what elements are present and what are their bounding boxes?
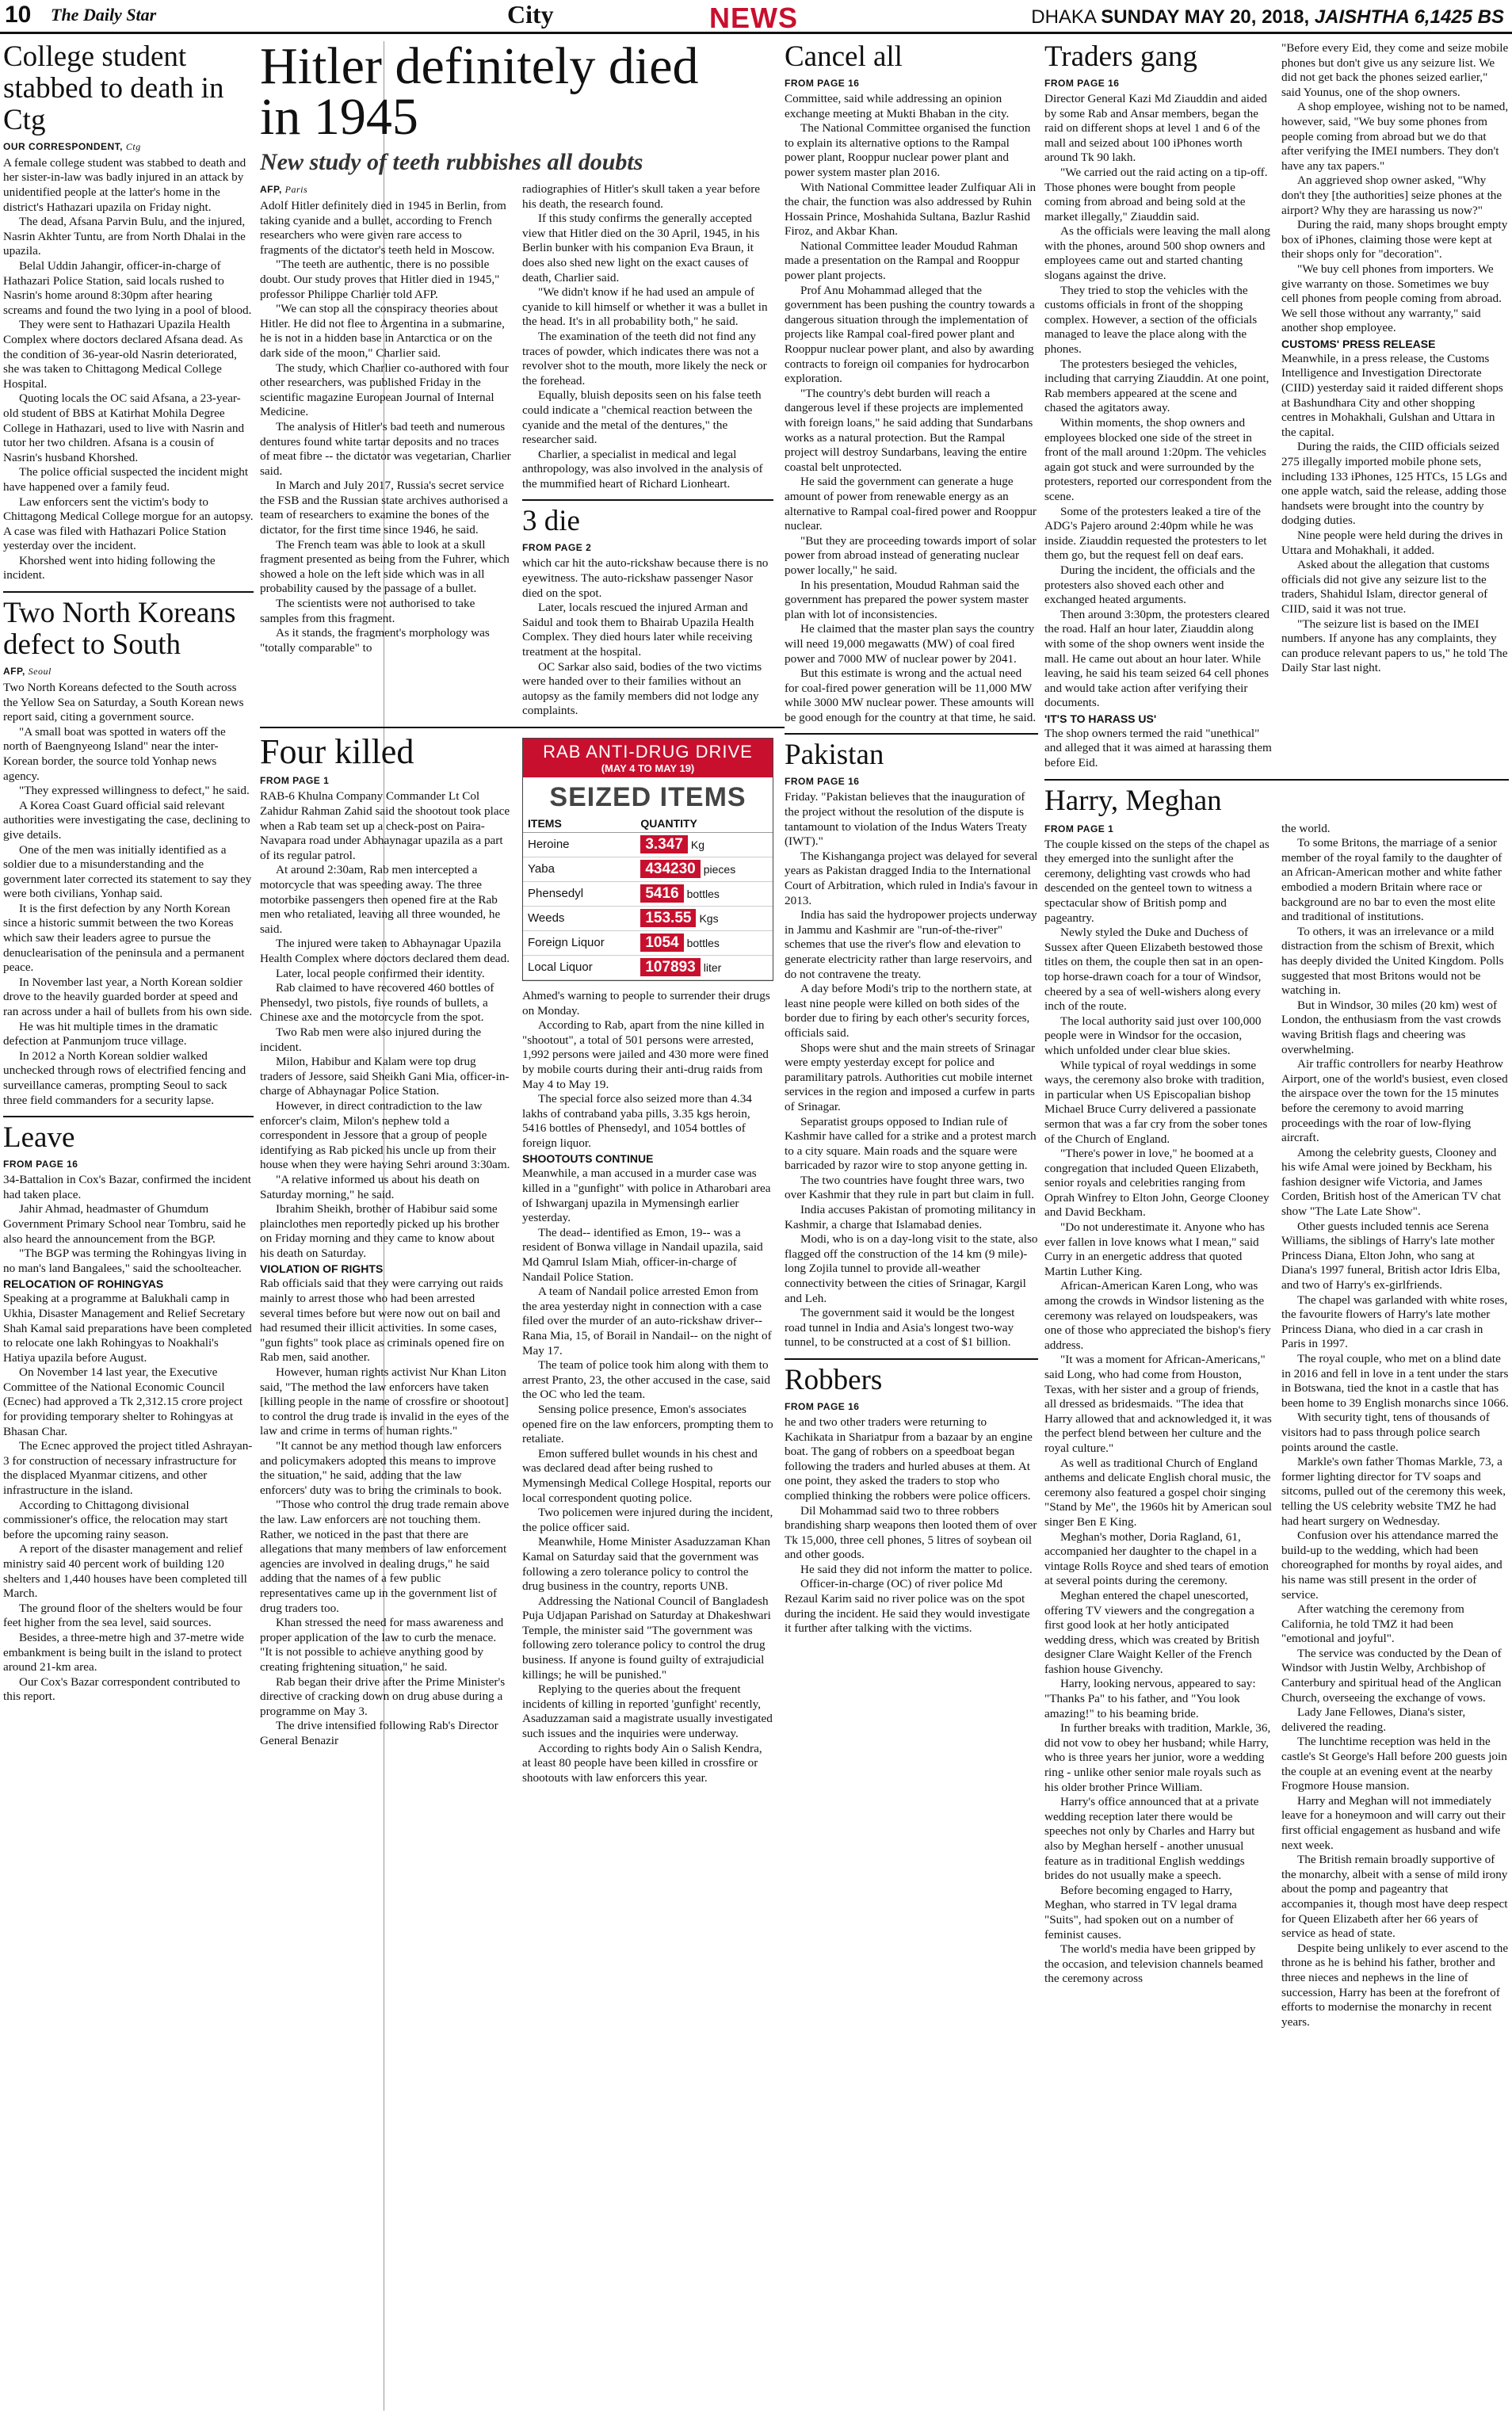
paragraph: The chapel was garlanded with white roses, the favourite flowers of Harry's late mother Princess Diana, who died in a car crash in Paris in 1997. [1281,1293,1508,1351]
subhead: SHOOTOUTS CONTINUE [522,1152,654,1166]
paragraph: "Before every Eid, they come and seize mobile phones but don't give us any seizure list. We did not get back the phones seized earlier," said Younus, one of the shop owners. [1281,41,1509,99]
seized-quantity: 1054 bottles [636,930,773,955]
paragraph: A report of the disaster management and relief ministry said 40 percent work of building 120 shelters and 1,440 houses have been completed till March. [3,1542,247,1601]
paragraph: "The BGP was terming the Rohingyas living in no man's land Bangalees," said the schoolteacher. [3,1247,247,1275]
paragraph: Other guests included tennis ace Serena Williams, the siblings of Harry's late mother Princess Diana, Elton John, who sang at Diana's 1997 funeral, British actor Idris Elba, and two of Harry's ex-girlfriends. [1281,1219,1501,1293]
story-body [1281,352,1509,676]
paragraph: "But they are proceeding towards import of solar power from abroad instead of generating nuclear power locally," he said. [785,533,1037,577]
story-body [1281,41,1509,336]
paragraph: The British remain broadly supportive of the monarchy, albeit with a sense of mild irony about the pomp and pageantry that accompanies it, though most have deep respect for Queen Elizabeth after her 66 years of service as head of state. [1281,1853,1508,1941]
paragraph: The French team was able to look at a skull fragment presented as being from the Fuhrer, which showed a hole on the left side which was in all probability caused by the passage of a bullet. [260,537,510,596]
story-body [1281,822,1509,2030]
paragraph: RAB-6 Khulna Company Commander Lt Col Zahidur Rahman Zahid said the shootout took place when a Rab team set up a check-post on Paira-Navapara road under Abhaynagar upazila as a part of its regular patrol. [260,789,510,862]
paragraph: Then around 3:30pm, the protesters cleared the road. Half an hour later, Ziauddin along with some of the shop owners went inside the mall. He came out about an hour later. While leaving, he said his team seized 64 cell phones and would take action after verifying their documents. [1044,607,1270,710]
seized-title: SEIZED ITEMS [549,781,746,812]
paragraph: Before becoming engaged to Harry, Meghan, who starred in TV legal drama "Suits", had spoken out on a number of feminist causes. [1044,1883,1237,1942]
paragraph: According to rights body Ain o Salish Kendra, at least 80 people have been killed in crossfire or shootouts with law enforcers this year. [522,1741,762,1785]
subhead: RELOCATION OF ROHINGYAS [3,1277,164,1291]
paragraph: 34-Battalion in Cox's Bazar, confirmed the incident had taken place. [3,1173,251,1201]
subhead: 'IT'S TO HARASS US' [1044,712,1157,725]
paper-name: The Daily Star [51,5,157,25]
seized-quantity: 434230 pieces [636,857,773,881]
seized-row [523,930,773,955]
story-body [1044,92,1272,711]
paragraph: Officer-in-charge (OC) of river police Md Rezaul Karim said no river police was on the spot during the incident. He said they would investigate it further after talking with the victims. [785,1577,1030,1636]
paragraph: A team of Nandail police arrested Emon from the area yesterday night in connection with a case filed over the murder of an auto-rickshaw driver-- Rana Mia, 15, of Borail in Nandail-- on the night of May 17. [522,1285,772,1357]
paragraph: "We didn't know if he had used an ampule of cyanide to kill himself or whether it was a bullet in the head. It's in all probability both," he said. [522,285,768,329]
paragraph: Meanwhile, Home Minister Asaduzzaman Khan Kamal on Saturday said that the government was following a zero tolerance policy to control the drug business in the country, reports UNB. [522,1535,771,1594]
story-body [260,199,511,655]
paragraph: "We buy cell phones from importers. We give warranty on those. Sometimes we buy cell phones from people coming from abroad. We sell those without any warranty," said another shop employee. [1281,262,1502,335]
paragraph: Dil Mohammad said two to three robbers brandishing sharp weapons then looted them of over Tk 15,000, three cell phones, 5 litres of soybean oil and other goods. [785,1503,1037,1562]
paragraph: He said they did not inform the matter to police. [800,1562,1033,1576]
paragraph: The scientists were not authorised to take samples from this fragment. [260,597,475,625]
paragraph: Later, locals rescued the injured Arman and Saidul and took them to Bhairab Upazila Health Complex. They died hours later while receiving treatment at the hospital. [522,601,754,659]
byline: OUR CORRESPONDENT, Ctg [3,140,141,152]
paragraph: "Those who control the drug trade remain above the law. Law enforcers are not touching them. Rather, we noticed in the past that there are allegations that many members of law enforcement agencies are involved in dealing drugs," he said adding that the names of a few public representatives came up in the government list of drug traders too. [260,1498,510,1615]
story-3-die [522,506,773,718]
page-number: 10 [5,2,32,28]
paragraph: A female college student was stabbed to death and her sister-in-law was badly injured in an attack by unidentified people at the latter's home in the district's Hathazari upazila on Friday night. [3,155,246,214]
paragraph: The study, which Charlier co-authored with four other researchers, was published Friday in the scientific magazine European Journal of Internal Medicine. [260,361,509,419]
paragraph: Harry and Meghan will not immediately leave for a honeymoon and will carry out their first official engagement as husband and wife next week. [1281,1793,1506,1852]
section-name: City [507,0,554,29]
story-body [785,790,1038,1350]
paragraph: He said the government can generate a huge amount of power from renewable energy as an alternative to Rampal coal-fired power and Rooppur nuclear. [785,475,1037,533]
story-traders-gang [1044,41,1509,771]
deck: New study of teeth rubbishes all doubts [260,149,643,175]
paragraph: Addressing the National Council of Bangladesh Puja Udjapan Parishad on Saturday at Dhakeshwari Temple, the minister said "The government was following zero tolerance policy to control the drug business. If anyone is found guilty of extrajudicial killings; he will be punished." [522,1594,771,1682]
paragraph: He was hit multiple times in the dramatic defection at Panmunjom truce village. [3,1019,218,1048]
paragraph: Khan stressed the need for mass awareness and proper application of the law to curb the menace. "It is not possible to achieve anything good by creating frightening situation," he said. [260,1616,504,1674]
paragraph: "The seizure list is based on the IMEI numbers. If anyone has any complaints, they can produce relevant papers to us," he told The Daily Star last night. [1281,617,1508,675]
from-page: FROM PAGE 16 [785,1400,860,1412]
paragraph: Harry's office announced that at a private wedding reception later there would be speeches not only by Charles and Harry but also by Meghan herself - another unusual feature as in traditional English weddings brides do not usually make a speech. [1044,1795,1259,1883]
paragraph: Sensing police presence, Emon's associates opened fire on the law enforcers, prompting them to retaliate. [522,1402,773,1446]
paragraph: the world. [1281,821,1331,835]
paragraph: which car hit the auto-rickshaw because there is no eyewitness. The auto-rickshaw passenger Nasor died on the spot. [522,556,769,600]
paragraph: A shop employee, wishing not to be named, however, said, "We buy some phones from people coming from abroad but we do that after verifying the IMEI numbers. They don't have any tax papers." [1281,100,1509,173]
story-body [522,556,773,719]
story-body [522,182,773,491]
seized-item: Foreign Liquor [523,930,636,955]
seized-table: ITEMS QUANTITY Heroine 3.347 Kg Yaba 434230 pieces Phensedyl 5416 bottles Weeds 153.55 Kgs Foreign Liquor 1054 bottles Local Liquor 107893 liter [523,815,773,980]
seized-item: Yaba [523,857,636,881]
paragraph: Emon suffered bullet wounds in his chest and was declared dead after being rushed to Mymensingh Medical College Hospital, reports our local correspondent quoting police. [522,1446,771,1505]
headline: Cancel all [785,41,903,73]
headline: Leave [3,1121,75,1155]
headline: Four killed [260,731,414,771]
paragraph: But in Windsor, 30 miles (20 km) west of London, the enthusiasm from the vast crowds waving British flags and cheering was overwhelming. [1281,998,1502,1056]
paragraph: They tried to stop the vehicles with the customs officials in front of the shopping complex. However, a section of the officials managed to leave the place along with the phones. [1044,283,1258,357]
paragraph: Separatist groups opposed to Indian rule of Kashmir have called for a strike and a protest march to a city square. Main roads and the square were barricaded by razor wire to stop anyone getting in. [785,1114,1037,1173]
headline: Harry, Meghan [1044,784,1222,817]
seized-quantity: 5416 bottles [636,881,773,906]
paragraph: Newly styled the Duke and Duchess of Sussex after Queen Elizabeth bestowed those titles on them, the couple then sat in an open-top horse-drawn coach for a tour of Windsor, cheered by a sea of well-wishers along every inch of the route. [1044,926,1263,1014]
paragraph: Milon, Habibur and Kalam were top drug traders of Jessore, said Sheikh Gani Mia, officer-in-charge of Abhaynagar Police Station. [260,1055,510,1098]
paragraph: Speaking at a programme at Balukhali camp in Ukhia, Disaster Management and Relief Secretary Shah Kamal said preparations have been completed to relocate one lakh Rohingyas to Noakhali's Hatiya upazila before August. [3,1292,252,1365]
paragraph: The Ecnec approved the project titled Ashrayan-3 for construction of necessary infrastructure for the displaced Myanmar citizens, and other infrastructure in the island. [3,1439,253,1498]
story-robbers [785,1365,1038,1636]
paragraph: The special force also seized more than 4.34 lakhs of contraband yaba pills, 3.35 kgs heroin, 5416 bottles of Phensedyl, and 1054 bottles of foreign liquor. [522,1092,752,1150]
paragraph: As well as traditional Church of England anthems and delicate English choral music, the ceremony also featured a gospel choir singing "Stand by Me", the 1960s hit by American soul singer Ben E King. [1044,1456,1273,1529]
paragraph: The team of police took him along with them to arrest Pranto, 23, the other accused in the case, said the OC who led the team. [522,1358,770,1402]
paragraph: The government said it would be the longest road tunnel in India and Asia's longest two-way tunnel, to be constructed at a cost of $1 billion. [785,1306,1015,1350]
story-body [785,92,1038,726]
paragraph: The service was conducted by the Dean of Windsor with Justin Welby, Archbishop of Canterbury and spiritual head of the Anglican Church, overseeing the exchange of vows. [1281,1646,1502,1705]
paragraph: On November 14 last year, the Executive Committee of the National Economic Council (Ecnec) had approved a Tk 2,312.15 crore project for providing temporary shelter to Rohingyas at Bhasan Char. [3,1365,243,1438]
paragraph: The drive intensified following Rab's Director General Benazir [260,1719,498,1747]
masthead [0,0,1512,34]
paragraph: However, human rights activist Nur Khan Liton said, "The method the law enforcers have taken [killing people in the name of crossfire or shootout] to control the drug trade is invalid in the eyes of the law and crime in terms of human rights." [260,1365,510,1438]
paragraph: The analysis of Hitler's bad teeth and numerous dentures found white tartar deposits and no traces of meat fibre -- the dictator was vegetarian, Charlier said. [260,419,511,478]
paragraph: Prof Anu Mohammad alleged that the government has been pushing the country towards a dangerous situation through the implementation of projects like Rampal coal-fired power plant and Rooppur nuclear power plant, and also by awarding contracts to foreign oil companies for hydrocarbon exploration. [785,283,1035,386]
paragraph: A day before Modi's trip to the northern state, at least nine people were killed on both sides of the border due to firing by each other's security forces, officials said. [785,982,1033,1040]
story-body [3,1173,254,1276]
paragraph: Air traffic controllers for nearby Heathrow Airport, one of the world's busiest, even closed the airspace over the town for the 15 minutes before the ceremony to avoid marring proceedings with the roar of low-flying aircraft. [1281,1057,1508,1145]
paragraph: Rab claimed to have recovered 460 bottles of Phensedyl, two pistols, five rounds of bullets, a Chinese axe and the motorcycle from the spot. [260,981,494,1025]
seized-row [523,906,773,930]
paragraph: Asked about the allegation that customs officials did not give any seizure list to the traders, Shahidul Islam, director general of CIID, said it was not true. [1281,558,1490,616]
paragraph: In his presentation, Moudud Rahman said the government has prepared the power system master plan with lot of inconsistencies. [785,578,1029,621]
paragraph: Replying to the queries about the frequent incidents of killing in reported 'gunfight' recently, Asaduzzaman said a magistrate usually investigated such issues and the inquiries were underway. [522,1682,773,1741]
seized-item: Heroine [523,832,636,857]
column-5-6 [1044,41,1509,2411]
paragraph: The local authority said just over 100,000 people were in Windsor for the occasion, which unfolded under clear blue skies. [1044,1014,1262,1057]
paragraph: Committee, said while addressing an opinion exchange meeting at Mukti Bhaban in the city. [785,91,1010,120]
seized-quantity: 153.55 Kgs [636,906,773,930]
paragraph: While typical of royal weddings in some ways, the ceremony also broke with tradition, in particular when US Episcopalian bishop Michael Bruce Curry delivered a passionate sermon that was a far cry from the sober tones of the Church of England. [1044,1058,1268,1146]
paragraph: Equally, bluish deposits seen on his false teeth could indicate a "chemical reaction between the cyanide and the metal of the dentures," the researcher said. [522,388,762,447]
byline: AFP, Seoul [3,665,52,677]
paragraph: In November last year, a North Korean soldier drove to the heavily guarded border at speed and ran across under a hail of bullets from his own side. [3,975,253,1019]
paragraph: Within moments, the shop owners and employees blocked one side of the street in front of the mall around 1:20pm. The vehicles again got stuck and were surrounded by the protesters, reported our correspondent from the scene. [1044,416,1272,503]
from-page: FROM PAGE 16 [785,776,860,788]
paragraph: The world's media have been gripped by the occasion, and television channels beamed the ceremony across [1044,1942,1263,1986]
paragraph: To others, it was an irrelevance or a mild distraction from the schism of Brexit, which has deeply divided the United Kingdom. Polls suggested that most Britons would not be watching in. [1281,924,1504,998]
paragraph: If this study confirms the generally accepted view that Hitler died on the 30 April, 1945, in his Berlin bunker with his companion Eva Braun, it does also shed new light on the exact causes of death, Charlier said. [522,212,760,284]
paragraph: National Committee leader Moudud Rahman made a presentation on the Rampal and Rooppur power plant projects. [785,239,1020,283]
paragraph: Meanwhile, a man accused in a murder case was killed in a "gunfight" with police in Atharobari area of Ishwarganj upazila in Mymensingh earlier yesterday. [522,1166,771,1225]
paragraph: Charlier, a specialist in medical and legal anthropology, was also involved in the analysis of the mummified heart of Richard Lionheart. [522,447,763,491]
paragraph: "A relative informed us about his death on Saturday morning," he said. [260,1172,480,1201]
from-page: FROM PAGE 1 [1044,823,1114,834]
seized-row [523,881,773,906]
from-page: FROM PAGE 16 [3,1159,78,1170]
paragraph: Besides, a three-metre high and 37-metre wide embankment is being built in the island to protect around 21-km area. [3,1630,244,1674]
paragraph: An aggrieved shop owner asked, "Why don't they [the authorities] seize phones at the airport? Why they are harassing us now?" [1281,174,1502,217]
seized-row [523,832,773,857]
column-4 [785,41,1038,2411]
paragraph: "It was a moment for African-Americans," said Long, who had come from Houston, Texas, with her sister and a group of friends, all dressed as bridesmaids. "The idea that Harry allowed that and acknowledged it, it was the perfect blend between her culture and the royal culture." [1044,1353,1272,1455]
from-page: FROM PAGE 16 [1044,77,1120,89]
paragraph: Harry, looking nervous, appeared to say: "Thanks Pa" to his father, and "You look amazing!" to his beaming bride. [1044,1677,1256,1720]
story-body [522,989,773,1151]
subhead: CUSTOMS' PRESS RELEASE [1281,337,1436,350]
paragraph: India has said the hydropower projects underway in Jammu and Kashmir are "run-of-the-river" schemes that use the river's flow and elevation to generate electricity rather than large reservoirs, and do not contravene the treaty. [785,908,1037,981]
paragraph: One of the men was initially identified as a soldier due to a misunderstanding and the government later corrected its statement to say they were both civilians, Yonhap said. [3,842,252,901]
seized-row [523,857,773,881]
paragraph: According to Rab, apart from the nine killed in "shootout", a total of 501 persons were arrested, 1,992 persons were jailed and 430 more were fined by mobile courts during their anti-drug raids from May 4 to May 19. [522,1018,769,1091]
paragraph: In further breaks with tradition, Markle, 36, did not vow to obey her husband; while Harry, who is three years her junior, wore a wedding ring - unlike other senior male royals such as his older brother Prince William. [1044,1721,1271,1794]
paragraph: It is the first defection by any North Korean since a historic summit between the two Koreas which saw their leaders agree to pursue the denuclearisation of the peninsula and a permanent peace. [3,901,245,975]
paragraph: Rab officials said that they were carrying out raids mainly to arrest those who had been arrested several times before but were now out on bail and had resumed their illicit activities. In some cases, "gun fights" took place as criminals opened fire on Rab men, said another. [260,1277,505,1365]
news-label: NEWS [709,2,798,34]
paragraph: Meghan's mother, Doria Ragland, 61, accompanied her daughter to the chapel in a vintage Rolls Royce and shed tears of emotion at several points during the ceremony. [1044,1529,1270,1588]
seized-quantity: 107893 liter [636,955,773,979]
paragraph: Two Rab men were also injured during the incident. [260,1025,482,1054]
paragraph: The National Committee organised the function to explain its alternative options to the Rampal power plant, Rooppur nuclear power plant and power system master plan 2016. [785,121,1031,179]
story-body [3,681,254,1108]
paragraph: During the incident, the officials and the protesters also shoved each other and exchanged heated arguments. [1044,563,1255,607]
story-body [522,1166,773,1785]
paragraph: During the raid, many shops brought empty box of iPhones, claiming those were kept at their shops only for "decoration". [1281,218,1508,262]
paragraph: Modi, who is on a day-long visit to the state, also flagged off the construction of the 14 km (9 mile)-long Zojila tunnel to provide all-weather connectivity between the cities of Srinagar, Kargil and Leh. [785,1232,1038,1305]
paragraph: However, in direct contradiction to the law enforcer's claim, Milon's nephew told a correspondent in Jessore that a group of people identifying as Rab picked his uncle up from their house when they were having Sehri around 3:30am. [260,1098,510,1172]
paragraph: Markle's own father Thomas Markle, 73, a former lighting director for TV soaps and sitcoms, pulled out of the ceremony this week, telling the US celebrity website TMZ he had had heart surgery on Wednesday. [1281,1455,1506,1528]
paragraph: "They expressed willingness to defect," he said. [19,784,250,798]
paragraph: Belal Uddin Jahangir, officer-in-charge of Hathazari Police Station, said locals rushed to Nasrin's home around 8:30pm after hearing screams and found the two lying in a pool of blood. [3,259,252,317]
paragraph: African-American Karen Long, who was among the crowds in Windsor listening as the ceremony was relayed on loudspeakers, was one of those who appreciated the bishop's fiery address. [1044,1279,1271,1352]
paragraph: At around 2:30am, Rab men intercepted a motorcycle that was speeding away. The three motorbike passengers then opened fire at the Rab men who retaliated, leaving all three wounded, he said. [260,863,501,936]
seized-quantity: 3.347 Kg [636,832,773,857]
from-page: FROM PAGE 2 [522,542,592,554]
paragraph: But this estimate is wrong and the actual need for coal-fired power generation will be 11,000 MW while 3000 MW nuclear power. These amounts will be good enough for the country at that time, he said. [785,666,1037,724]
subhead: VIOLATION OF RIGHTS [260,1262,384,1276]
paragraph: With National Committee leader Zulfiquar Ali in the chair, the function was also addressed by Ruhin Hossain Prince, Moshahida Sultana, Bazlur Rashid Firoz, and Akbar Khan. [785,180,1037,239]
story-body [785,1415,1038,1636]
story-cancel-all [785,41,1038,725]
paragraph: radiographies of Hitler's skull taken a year before his death, the research found. [522,182,761,211]
paragraph: The dead, Afsana Parvin Bulu, and the injured, Nasrin Akhter Tuntu, are from North Dhalai in the upazila. [3,215,246,258]
paragraph: They were sent to Hathazari Upazila Health Complex where doctors declared Afsana dead. As the condition of 36-year-old Nasrin deteriorated, she was taken to Chittagong Medical College Hospital. [3,318,243,391]
paragraph: "The teeth are authentic, there is no possible doubt. Our study proves that Hitler died in 1945," professor Philippe Charlier told AFP. [260,258,500,301]
paragraph: Some of the protesters leaked a tire of the ADG's Pajero around 2:40pm while he was inside. Ziauddin requested the protesters to let them go, but the request fell on deaf ears. [1044,504,1267,563]
paragraph: The lunchtime reception was held in the castle's St George's Hall before 200 guests join the couple at an evening event at the nearby Frogmore House mansion. [1281,1735,1507,1793]
seized-item: Phensedyl [523,881,636,906]
paragraph: As it stands, the fragment's morphology was "totally comparable" to [260,626,490,655]
paragraph: Ibrahim Sheikh, brother of Habibur said some plainclothes men reportedly picked up his brother on Friday morning and they came to know about his death on Saturday. [260,1202,499,1260]
story-harry-meghan [1044,785,1509,2030]
paragraph: After watching the ceremony from California, he told TMZ it had been "emotional and joyful". [1281,1602,1464,1646]
paragraph: The shop owners termed the raid "unethical" and alleged that it was aimed at harassing them before Eid. [1044,726,1272,770]
paragraph: The protesters besieged the vehicles, including that carrying Ziauddin. At one point, Rab members appeared at the scene and chased the agitators away. [1044,357,1270,415]
paragraph: As the officials were leaving the mall along with the phones, around 500 shop owners and employees came out and started chanting slogans against the drive. [1044,224,1270,283]
paragraph: A Korea Coast Guard official said relevant authorities were investigating the case, declining to give details. [3,798,250,842]
story-leave [3,1122,254,1705]
story-body [260,789,511,1261]
paragraph: With security tight, tens of thousands of visitors had to pass through police search points around the castle. [1281,1411,1490,1454]
paragraph: Meghan entered the chapel unescorted, offering TV viewers and the congregation a first good look at her hotly anticipated wedding dress, which was created by British designer Clare Waight Keller of the French fashion house Givenchy. [1044,1588,1260,1676]
byline: AFP, Paris [260,184,308,195]
paragraph: Despite being unlikely to ever ascend to the throne as he is behind his father, brother and three nieces and nephews in the line of succession, Harry has been at the forefront of efforts to modernise the monarchy in recent years. [1281,1941,1509,2029]
paragraph: The couple kissed on the steps of the chapel as they emerged into the sunlight after the ceremony, delighting vast crowds who had descended on the genteel town to witness a spectacular show of British pomp and pageantry. [1044,837,1270,925]
paragraph: Our Cox's Bazar correspondent contributed to this report. [3,1674,240,1704]
paragraph: According to Chittagong divisional commissioner's office, the relocation may start before the upcoming rainy season. [3,1498,228,1541]
paragraph: "We can stop all the conspiracy theories about Hitler. He did not flee to Argentina in a submarine, he is not in a hidden base in Antarctica or on the dark side of the moon," Charlier said. [260,302,505,360]
headline: Two North Koreans defect to South [3,597,236,662]
story-body [260,1277,511,1748]
paragraph: The royal couple, who met on a blind date in 2016 and fell in love in a tent under the stars in Botswana, tied the knot in a castle that has been home to 39 English monarchs since 1066. [1281,1352,1509,1410]
headline: Robbers [785,1364,883,1396]
paragraph: Meanwhile, in a press release, the Customs Intelligence and Investigation Directorate (CIID) yesterday said it raided different shops at Bashundhara City and other shopping centres in Mohakhali, Gulshan and Uttara in the capital. [1281,351,1503,439]
paragraph: "The country's debt burden will reach a dangerous level if these projects are implemented with foreign loans," he said adding that Sundarbans works as a natural protection. But the Rampal project will destroy Sundarbans, leaving the entire coastal belt unprotected. [785,386,1033,474]
headline: Hitler definitely died in 1945 [260,41,699,146]
paragraph: he and two other traders were returning to Kachikata in Shariatpur from a bazaar by an engine boat. The gang of robbers on a speedboat began following the traders and hurled abuses at them. At one point, they asked the traders to stop who complied thinking the robbers were police officers. [785,1415,1033,1503]
from-page: FROM PAGE 16 [785,77,860,89]
seized-row [523,955,773,979]
paragraph: Khorshed went into hiding following the incident. [3,553,216,582]
paragraph: Quoting locals the OC said Afsana, a 23-year-old student of BBS at Katirhat Mohila Degree College in Hathazari, used to live with Nasrin and tutor her two children. Afsana is a cousin of Nasrin's husband Khorshed. [3,391,245,464]
paragraph: Lady Jane Fellowes, Diana's sister, delivered the reading. [1281,1705,1466,1734]
paragraph: Law enforcers sent the victim's body to Chittagong Medical College morgue for an autopsy. A case was filed with Hathazari Police Station yesterday over the incident. [3,494,254,553]
paragraph: India accuses Pakistan of promoting militancy in Kashmir, a charge that Islamabad denies. [785,1203,1036,1231]
story-stabbed [3,41,254,583]
paragraph: He claimed that the master plan says the country will need 19,000 megawatts (MW) of coal fired power and 7000 MW of nuclear power by 2041. [785,622,1035,666]
paragraph: "There's power in love," he boomed at a congregation that included Queen Elizabeth, senior royals and celebrities ranging from Oprah Winfrey to Elton John, George Clooney and David Beckham. [1044,1147,1270,1220]
paragraph: "Do not underestimate it. Anyone who has ever fallen in love knows what I mean," said Curry in an energetic address that quoted Martin Luther King. [1044,1220,1266,1278]
paragraph: To some Britons, the marriage of a senior member of the royal family to the daughter of an African-American mother and white father embodied a modern Britain where race or background are no bar to even the most elite and traditional of institutions. [1281,836,1502,924]
paragraph: OC Sarkar also said, bodies of the two victims were handed over to their families without an autopsy as the family members did not lodge any complaints. [522,659,762,718]
paragraph: The injured were taken to Abhaynagar Upazila Health Complex where doctors declared them dead. [260,937,510,965]
paragraph: Among the celebrity guests, Clooney and his wife Amal were joined by Beckham, his fashion designer wife Victoria, and James Corden, British host of the American TV chat show "The Late Late Show". [1281,1145,1501,1219]
seized-item: Local Liquor [523,955,636,979]
paragraph: Ahmed's warning to people to surrender their drugs on Monday. [522,988,770,1018]
paragraph: "It cannot be any method though law enforcers and policymakers adopted this means to improve the situation," he said, adding that the law enforcers' duty was to bring the criminals to book. [260,1439,502,1497]
paragraph: "We carried out the raid acting on a tip-off. Those phones were bought from people coming from abroad and being sold at the market illegally," Ziauddin said. [1044,165,1268,223]
paragraph: Shops were shut and the main streets of Srinagar were empty yesterday except for police and paramilitary patrols. Authorities cut mobile internet services in the region and imposed a curfew in parts of Srinagar. [785,1040,1036,1113]
paragraph: Confusion over his attendance marred the build-up to the wedding, which had been choreographed for months by royal aides, and his name was still present in the order of service. [1281,1529,1502,1602]
paragraph: In 2012 a North Korean soldier walked unchecked through rows of electrified fencing and surveillance cameras, prompting Seoul to sack three field commanders for a security lapse. [3,1048,246,1107]
paragraph: During the raids, the CIID officials seized 275 illegally imported mobile phone sets, including 133 iPhones, 125 HTCs, 15 LGs and one apple watch, said the release, adding those handsets were brought into the country by dodging duties. [1281,440,1507,528]
paragraph: Later, local people confirmed their identity. [276,966,485,980]
story-pakistan [785,739,1038,1350]
paragraph: Two North Koreans defected to the South across the Yellow Sea on Saturday, a South Korean news report said, citing a government source. [3,680,244,724]
story-korea [3,598,254,1108]
story-body [1044,838,1272,1987]
column-1 [3,41,254,2411]
from-page: FROM PAGE 1 [260,775,330,787]
paragraph: Adolf Hitler definitely died in 1945 in Berlin, from taking cyanide and a bullet, according to French researchers who were given rare access to fragments of the dictator's teeth held in Moscow. [260,199,506,257]
paragraph: "A small boat was spotted in waters off the north of Baengnyeong Island" near the inter-Korean border, the source told Yonhap news agency. [3,724,226,783]
paragraph: The dead-- identified as Emon, 19-- was a resident of Bonwa village in Nandail upazila, said Md Qamrul Islam Miah, officer-in-charge of Nandail Police Station. [522,1225,763,1284]
paragraph: Jahir Ahmad, headmaster of Ghumdum Government Primary School near Tombru, said he also heard the announcement from the BGP. [3,1202,246,1246]
seized-header: RAB ANTI-DRUG DRIVE (MAY 4 TO MAY 19) [523,739,773,777]
paragraph: The ground floor of the shelters would be four feet higher from the sea level, said sources. [3,1601,242,1630]
paragraph: The examination of the teeth did not find any traces of powder, which indicates there was not a revolver shot to the mouth, more likely the neck or the forehead. [522,329,767,388]
story-body [1044,727,1272,771]
seized-items-box [522,738,773,981]
story-body [3,1292,254,1705]
paragraph: Two policemen were injured during the incident, the police officer said. [522,1506,773,1534]
headline: Pakistan [785,739,884,772]
paragraph: Nine people were held during the drives in Uttara and Mohakhali, it added. [1281,529,1503,557]
dateline: DHAKA SUNDAY MAY 20, 2018, JAISHTHA 6,1425 BS [1031,6,1504,28]
paragraph: Friday. "Pakistan believes that the inauguration of the project without the resolution of the dispute is tantamount to violation of the Indus Waters Treaty (IWT)." [785,790,1028,849]
paragraph: In March and July 2017, Russia's secret service the FSB and the Russian state archives authorised a team of researchers to examine the bones of the dictator, for the first time since 1946, he said. [260,479,508,537]
story-body [3,156,254,583]
paragraph: The police official suspected the incident might have happened over a family feud. [3,465,249,494]
headline: College student stabbed to death in Ctg [3,41,224,136]
paragraph: The two countries have fought three wars, two over Kashmir that they rule in part but claim in full. [785,1173,1035,1202]
paragraph: Rab began their drive after the Prime Minister's directive of cracking down on drug abuse during a programme on May 3. [260,1674,506,1718]
seized-item: Weeds [523,906,636,930]
paragraph: The Kishanganga project was delayed for several years as Pakistan dragged India to the International Court of Arbitration, which ruled in India's favour in 2013. [785,849,1038,907]
headline: Traders gang [1044,41,1197,73]
headline: 3 die [522,505,580,538]
paragraph: Director General Kazi Md Ziauddin and aided by some Rab and Ansar members, began the raid on different shops at level 1 and 6 of the mall and seized about 100 iPhones worth around Tk 90 lakh. [1044,91,1267,165]
